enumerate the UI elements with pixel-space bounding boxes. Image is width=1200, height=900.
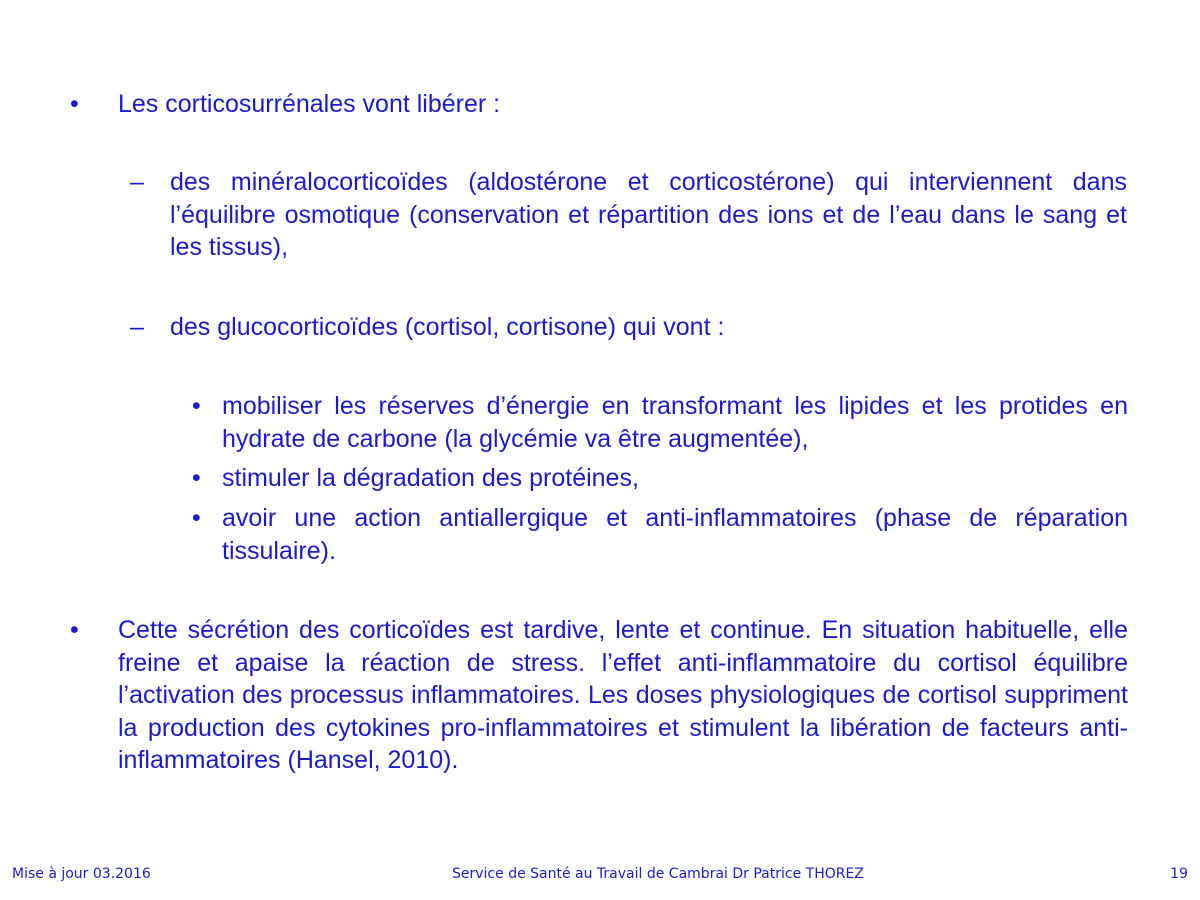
bullet-marker: • [70, 616, 79, 644]
sub-item-text: des glucocorticoïdes (cortisol, cortisone) qui vont : [170, 313, 725, 341]
sub-item-text: des minéralocorticoïdes (aldostérone et corticostérone) qui interviennent dans l’équilibre osmotique (conservation et répartition des ions et de l’eau dans le sang et les tissus), [170, 168, 1127, 261]
bullet-text: Les corticosurrénales vont libérer : [118, 90, 501, 118]
slide-footer [0, 866, 1200, 888]
bullet-secretion-corticoides [70, 614, 1130, 814]
sub-item-mineralocorticoides [130, 166, 1130, 266]
dash-marker: – [130, 168, 144, 196]
bullet-text: Cette sécrétion des corticoïdes est tardive, lente et continue. En situation habituelle, elle freine et apaise la réaction de stress. l’effet anti-inflammatoire du cortisol équilibre l’activation des processus inflammatoires. Les doses physiologiques de cortisol suppriment la production des cytokines pro-inflammatoires et stimulent la libération de facteurs anti-inflammatoires (Hansel, 2010). [118, 616, 1128, 774]
sub-sub-item-avoir [192, 502, 1130, 568]
bullet-corticosurrenales [70, 88, 1130, 122]
sub-item-glucocorticoides [130, 311, 1130, 345]
bullet-marker: • [192, 464, 201, 492]
sub-sub-item-text: mobiliser les réserves d’énergie en transformant les lipides et les protides en hydrate de carbone (la glycémie va être augmentée), [222, 392, 1128, 453]
sub-sub-item-text: avoir une action antiallergique et anti-inflammatoires (phase de réparation tissulaire). [222, 504, 1128, 565]
sub-sub-item-mobiliser [192, 390, 1130, 456]
bullet-marker: • [192, 392, 201, 420]
page-number: 19 [1170, 866, 1188, 882]
dash-marker: – [130, 313, 144, 341]
sub-sub-item-text: stimuler la dégradation des protéines, [222, 464, 639, 492]
sub-sub-item-stimuler [192, 462, 1130, 496]
bullet-marker: • [192, 504, 201, 532]
footer-service-author: Service de Santé au Travail de Cambrai Dr Patrice THOREZ [452, 866, 864, 882]
bullet-marker: • [70, 90, 79, 118]
footer-update-date: Mise à jour 03.2016 [12, 866, 151, 882]
